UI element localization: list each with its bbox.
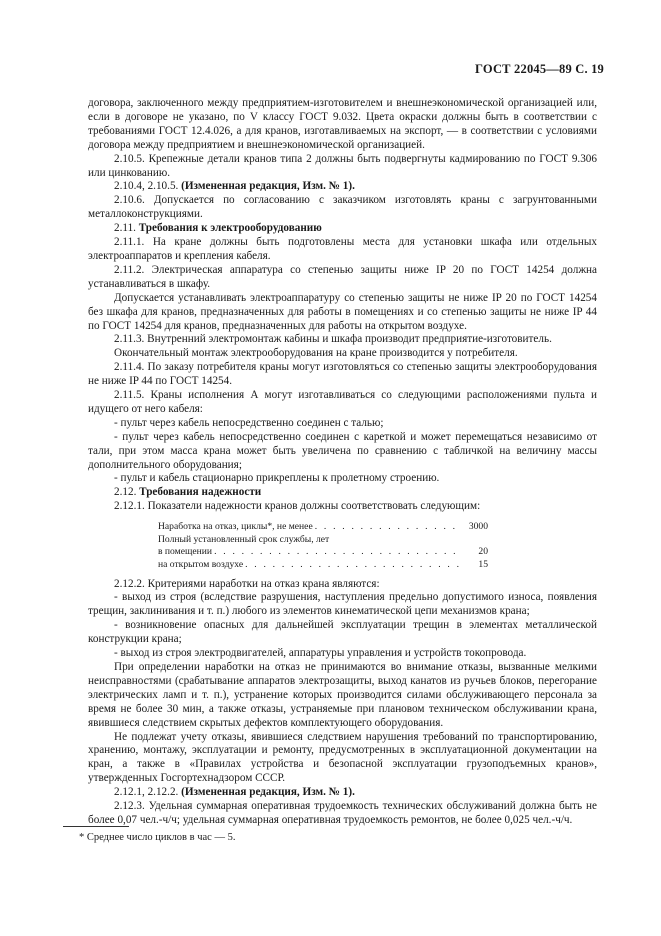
table-row xyxy=(158,559,488,572)
paragraph: При определении наработки на отказ не принимаются во внимание отказы, вызванные мелкими неисправностями (срабатывание аппаратов электрозащиты, выход канатов из ручьев блоков, перегорание электрических ламп и т. п.), устранение которых производится силами обслуживающего персонала за время не более 30 мин, а также отказы, устраняемые при плановом техническом обслуживании крана, явившиеся следствием скрытых дефектов комплектующего оборудования. xyxy=(88,661,597,729)
section-heading xyxy=(88,486,597,500)
list-item: - пульт через кабель непосредственно соединен с талью; xyxy=(114,416,384,429)
paragraph: 2.11.2. Электрическая аппаратура со степенью защиты ниже IP 20 по ГОСТ 14254 должна устанавливаться в шкафу. xyxy=(88,263,597,290)
list-item: - возникновение опасных для дальнейшей эксплуатации трещин в элементах металлической конструкции крана; xyxy=(88,619,597,646)
paragraph: Не подлежат учету отказы, явившиеся следствием нарушения требований по транспортированию, хранению, монтажу, эксплуатации и ремонту, предусмотренных в эксплуатационной документации на кран, а также в «Правилах устройства и безопасной эксплуатации грузоподъемных кранов», утвержденных Госгортехнадзором СССР. xyxy=(88,730,597,785)
row-value: 15 xyxy=(478,558,488,570)
document-body xyxy=(88,97,597,828)
amendment-note xyxy=(88,786,597,800)
table-row xyxy=(158,521,488,534)
leader-dots xyxy=(245,559,462,572)
section-title: Требования к электрооборудованию xyxy=(138,222,322,235)
footnote-divider xyxy=(63,826,129,827)
list-item: - пульт через кабель непосредственно соединен с кареткой и может перемещаться независимо от тали, при этом масса крана может быть увеличена по сравнению с табличкой на величину массы дополнительного оборудования; xyxy=(88,430,597,471)
table-row xyxy=(158,534,488,547)
amendment-text: (Измененная редакция, Изм. № 1). xyxy=(181,180,355,193)
row-label: Наработка на отказ, циклы*, не менее xyxy=(158,521,313,533)
paragraph: 2.12.1. Показатели надежности кранов должны соответствовать следующим: xyxy=(114,500,481,513)
leader-dots xyxy=(315,521,462,534)
paragraph: 2.10.6. Допускается по согласованию с заказчиком изготовлять краны с загрунтованными металлоконструкциями. xyxy=(88,194,597,221)
paragraph: 2.11.1. На кране должны быть подготовлены места для установки шкафа или отдельных электроаппаратов и крепления кабеля. xyxy=(88,236,597,262)
paragraph: 2.11.4. По заказу потребителя краны могут изготовляться со степенью защиты электрооборудования не ниже IP 44 по ГОСТ 14254. xyxy=(88,361,597,388)
paragraph: договора, заключенного между предприятием-изготовителем и внешнеэкономической организацией или, если в договоре не указано, по V классу ГОСТ 9.032. Цвета окраски должны быть в соответствии с требованиями ГОСТ 12.4.026, а для кранов, изготавливаемых на экспорт, — в соответствии с условиями договора между предприятием и внешнеэкономической организацией. xyxy=(88,97,597,151)
amendment-ref: 2.10.4, 2.10.5. xyxy=(114,180,179,193)
amendment-text: (Измененная редакция, Изм. № 1). xyxy=(181,786,355,799)
paragraph: 2.11.5. Краны исполнения А могут изготавливаться со следующими расположениями пульта и идущего от него кабеля: xyxy=(88,389,597,415)
paragraph: Окончательный монтаж электрооборудования на кране производится у потребителя. xyxy=(114,347,518,360)
paragraph: 2.11.3. Внутренний электромонтаж кабины и шкафа производит предприятие-изготовитель. xyxy=(114,333,552,346)
row-label: Полный установленный срок службы, лет xyxy=(158,533,330,545)
footnote: * Среднее число циклов в час — 5. xyxy=(79,832,236,843)
paragraph: 2.12.2. Критериями наработки на отказ крана являются: xyxy=(114,577,380,590)
section-number: 2.12. xyxy=(114,486,137,499)
reliability-table xyxy=(158,521,488,571)
paragraph: 2.10.5. Крепежные детали кранов типа 2 должны быть подвергнуты кадмированию по ГОСТ 9.306 или цинкованию. xyxy=(88,152,597,179)
amendment-note xyxy=(88,180,597,194)
page-header: ГОСТ 22045—89 С. 19 xyxy=(475,62,604,76)
section-title: Требования надежности xyxy=(139,486,262,499)
section-number: 2.11. xyxy=(114,222,136,235)
list-item: - пульт и кабель стационарно прикреплены к пролетному строению. xyxy=(114,472,440,485)
paragraph: 2.12.3. Удельная суммарная оперативная трудоемкость технических обслуживаний должна быть не более 0,07 чел.-ч/ч; удельная суммарная оперативная трудоемкость ремонтов, не более 0,025 чел.-ч/ч. xyxy=(88,800,597,826)
row-value: 20 xyxy=(478,546,488,558)
row-label: в помещении xyxy=(158,546,213,558)
paragraph: Допускается устанавливать электроаппаратуру со степенью защиты не ниже IP 20 по ГОСТ 14254 без шкафа для кранов, предназначенных для работы в помещениях и со степенью защиты не ниже IP 44 по ГОСТ 14254 для кранов, предназначенных для работы на открытом воздухе. xyxy=(88,291,597,332)
list-item: - выход из строя электродвигателей, аппаратуры управления и устройств токопровода. xyxy=(114,647,527,660)
amendment-ref: 2.12.1, 2.12.2. xyxy=(114,786,179,799)
list-item: - выход из строя (вследствие разрушения, наступления предельно допустимого износа, появления трещин, заклинивания и т. п.) любого из элементов кинематической цепи механизмов крана; xyxy=(88,591,597,618)
leader-dots xyxy=(214,546,462,559)
row-value: 3000 xyxy=(468,521,488,533)
table-row xyxy=(158,546,488,559)
row-label: на открытом воздухе xyxy=(158,558,244,570)
section-heading xyxy=(88,222,597,236)
